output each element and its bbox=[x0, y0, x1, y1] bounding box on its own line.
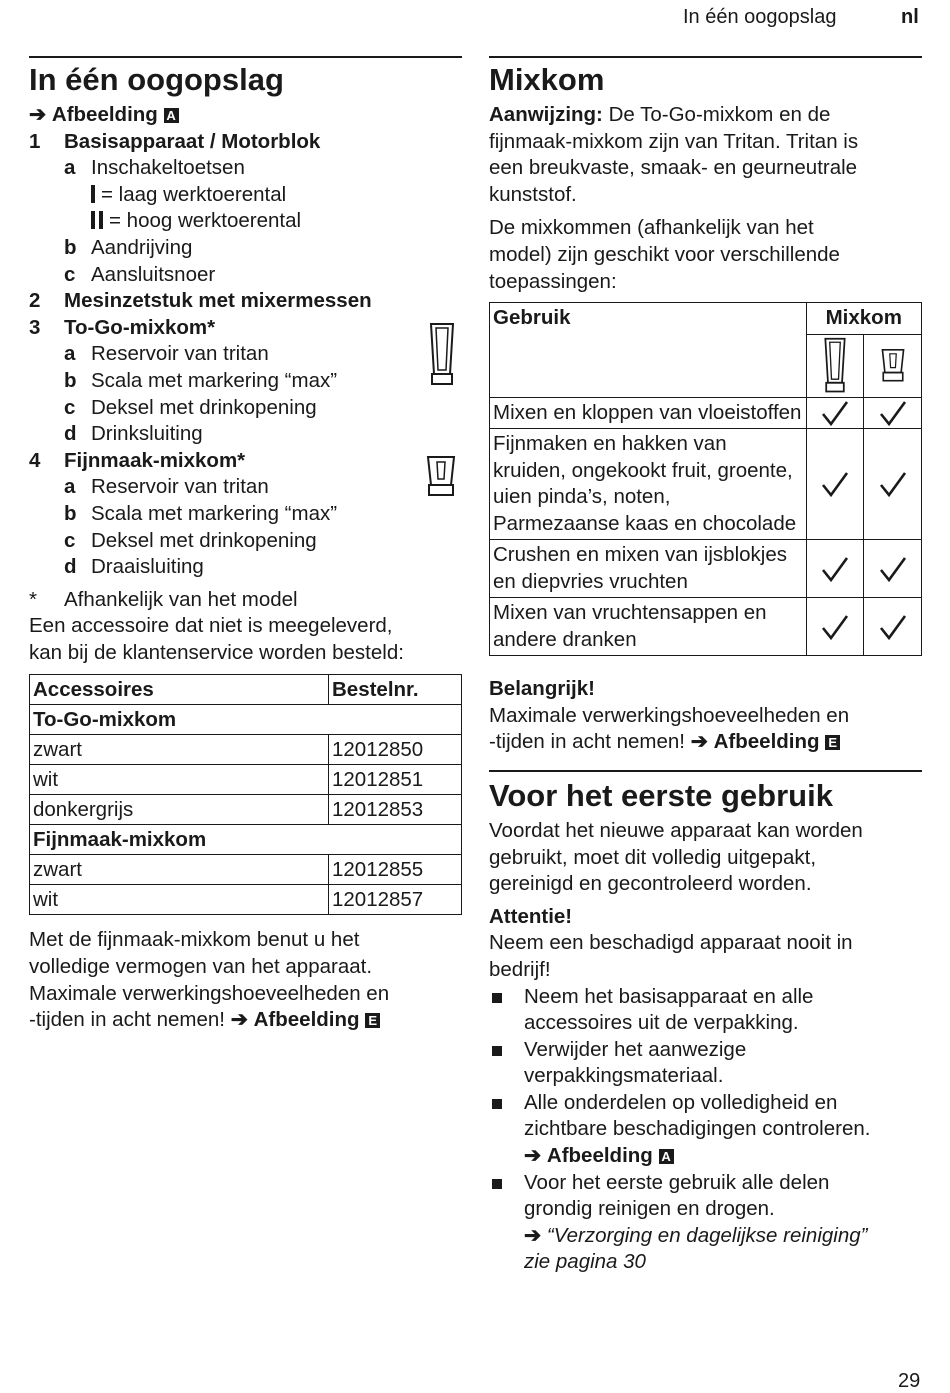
checkmark-icon bbox=[878, 398, 908, 428]
blender-cup-icon bbox=[425, 455, 457, 499]
blender-cup-icon bbox=[880, 348, 906, 384]
parts-subitem: b Scala met markering “max” bbox=[64, 501, 338, 525]
parts-subitem: b Scala met markering “max” bbox=[64, 368, 338, 392]
table-row: Fijnmaken en hakken van kruiden, ongekookt fruit, groente, uien pinda’s, noten, Parmezaanse kaas en chocolade bbox=[490, 429, 922, 540]
accessory-note-line: Een accessoire dat niet is meegeleverd, bbox=[29, 614, 393, 638]
checkmark-icon bbox=[820, 612, 850, 642]
table-header-row bbox=[30, 675, 462, 705]
arrow-right-icon: ➔ bbox=[29, 103, 47, 126]
figure-box-icon: A bbox=[659, 1149, 674, 1164]
bullet-square-icon bbox=[492, 1099, 502, 1109]
accessories-table bbox=[29, 674, 462, 915]
table-row: zwart 12012850 bbox=[30, 735, 462, 765]
list-item: Neem het basisapparaat en alle accessoires uit de verpakking. bbox=[489, 984, 922, 1037]
cross-reference-link[interactable]: “Verzorging en dagelijkse reiniging” bbox=[546, 1223, 868, 1247]
checkmark-icon bbox=[878, 469, 908, 499]
arrow-right-icon: ➔ bbox=[524, 1144, 542, 1168]
usage-table bbox=[489, 302, 922, 656]
speed-high-line: = hoog werktoerental bbox=[29, 208, 462, 235]
speed-1-icon bbox=[91, 185, 95, 203]
bullet-square-icon bbox=[492, 1179, 502, 1189]
table-header-cell: Accessoires bbox=[30, 675, 329, 705]
accessory-note-line: kan bij de klantenservice worden besteld: bbox=[29, 640, 404, 664]
figure-box-icon: E bbox=[365, 1013, 380, 1028]
table-row: donkergrijs 12012853 bbox=[30, 795, 462, 825]
table-row: zwart 12012855 bbox=[30, 855, 462, 885]
list-item: Alle onderdelen op volledigheid en zichtbare beschadigingen controleren. ➔ Afbeelding A bbox=[489, 1090, 922, 1170]
to-go-cup-icon bbox=[428, 322, 456, 388]
footnote: * Afhankelijk van het model bbox=[29, 587, 298, 611]
checkmark-icon bbox=[820, 398, 850, 428]
parts-subitem: c Aansluitsnoer bbox=[64, 262, 216, 286]
bullet-square-icon bbox=[492, 1046, 502, 1056]
speed-2-icon bbox=[91, 211, 95, 229]
parts-item-4: 4 Fijnmaak-mixkom* bbox=[29, 448, 246, 472]
checkmark-icon bbox=[878, 612, 908, 642]
table-row: Mixen en kloppen van vloeistoffen bbox=[490, 397, 922, 429]
parts-item-3: 3 To-Go-mixkom* bbox=[29, 315, 216, 339]
parts-subitem: c Deksel met drinkopening bbox=[64, 395, 317, 419]
parts-item-2: 2 Mesinzetstuk met mixermessen bbox=[29, 289, 372, 313]
page-number: 29 bbox=[898, 1370, 921, 1392]
section-heading: In één oogopslag bbox=[29, 62, 284, 97]
arrow-right-icon: ➔ bbox=[524, 1223, 542, 1247]
section-heading: Mixkom bbox=[489, 62, 605, 97]
list-item: Voor het eerste gebruik alle delen grondig reinigen en drogen. ➔ “Verzorging en dagelijkse reiniging” zie pagina 30 bbox=[489, 1170, 922, 1276]
parts-subitem: a Inschakeltoetsen bbox=[64, 156, 245, 180]
arrow-right-icon: ➔ bbox=[230, 1008, 248, 1032]
checkmark-icon bbox=[878, 554, 908, 584]
parts-subitem: d Draaisluiting bbox=[64, 555, 204, 579]
table-group-row: To-Go-mixkom bbox=[30, 705, 462, 735]
figure-reference: ➔ Afbeelding A bbox=[29, 102, 462, 129]
table-row: Crushen en mixen van ijsblokjes en diepvries vruchten bbox=[490, 540, 922, 598]
table-row: wit 12012851 bbox=[30, 765, 462, 795]
parts-subitem: a Reservoir van tritan bbox=[64, 475, 269, 499]
parts-item-1: 1 Basisapparaat / Motorblok bbox=[29, 129, 321, 153]
right-column bbox=[489, 58, 922, 1276]
important-paragraph: Belangrijk! Maximale verwerkingshoeveelheden en -tijden in acht nemen! ➔ Afbeelding E bbox=[489, 677, 850, 754]
table-header-row bbox=[490, 303, 922, 335]
bullet-square-icon bbox=[492, 993, 502, 1003]
table-row: wit 12012857 bbox=[30, 885, 462, 915]
language-code: nl bbox=[901, 6, 919, 28]
section-rule bbox=[489, 770, 922, 772]
intro-paragraph: De mixkommen (afhankelijk van het model) zijn geschikt voor verschillende toepassingen: bbox=[489, 216, 840, 293]
checkmark-icon bbox=[820, 554, 850, 584]
parts-subitem: a Reservoir van tritan bbox=[64, 342, 269, 366]
running-header-title: In één oogopslag bbox=[683, 6, 837, 28]
first-use-paragraph: Voordat het nieuwe apparaat kan worden gebruikt, moet dit volledig uitgepakt, gereinigd en gecontroleerd worden. bbox=[489, 818, 863, 896]
table-header-cell: Mixkom bbox=[806, 303, 921, 335]
attention-paragraph: Attentie! Neem een beschadigd apparaat nooit in bedrijf! bbox=[489, 904, 853, 981]
parts-subitem: d Drinksluiting bbox=[64, 422, 203, 446]
speed-low-line: = laag werktoerental bbox=[29, 182, 462, 209]
figure-box-icon: A bbox=[164, 108, 179, 123]
table-group-row: Fijnmaak-mixkom bbox=[30, 825, 462, 855]
closing-paragraph: Met de fijnmaak-mixkom benut u het volledige vermogen van het apparaat. Maximale verwerkingshoeveelheden en -tijden in acht nemen! ➔ Afbeelding E bbox=[29, 928, 390, 1032]
arrow-right-icon: ➔ bbox=[690, 730, 708, 754]
note-paragraph: Aanwijzing: De To-Go-mixkom en de fijnmaak-mixkom zijn van Tritan. Tritan is een breukvaste, smaak- en geurneutrale kunststof. bbox=[489, 103, 859, 206]
figure-box-icon: E bbox=[825, 735, 840, 750]
section-heading: Voor het eerste gebruik bbox=[489, 777, 833, 813]
table-header-cell: Bestelnr. bbox=[329, 675, 462, 705]
table-header-cell: Gebruik bbox=[490, 303, 807, 398]
parts-subitem: b Aandrijving bbox=[64, 235, 193, 259]
table-row: Mixen van vruchtensappen en andere dranken bbox=[490, 598, 922, 656]
left-column bbox=[29, 58, 462, 1034]
checkmark-icon bbox=[820, 469, 850, 499]
to-go-cup-icon bbox=[822, 337, 848, 395]
list-item: Verwijder het aanwezige verpakkingsmateriaal. bbox=[489, 1037, 922, 1090]
parts-subitem: c Deksel met drinkopening bbox=[64, 528, 317, 552]
